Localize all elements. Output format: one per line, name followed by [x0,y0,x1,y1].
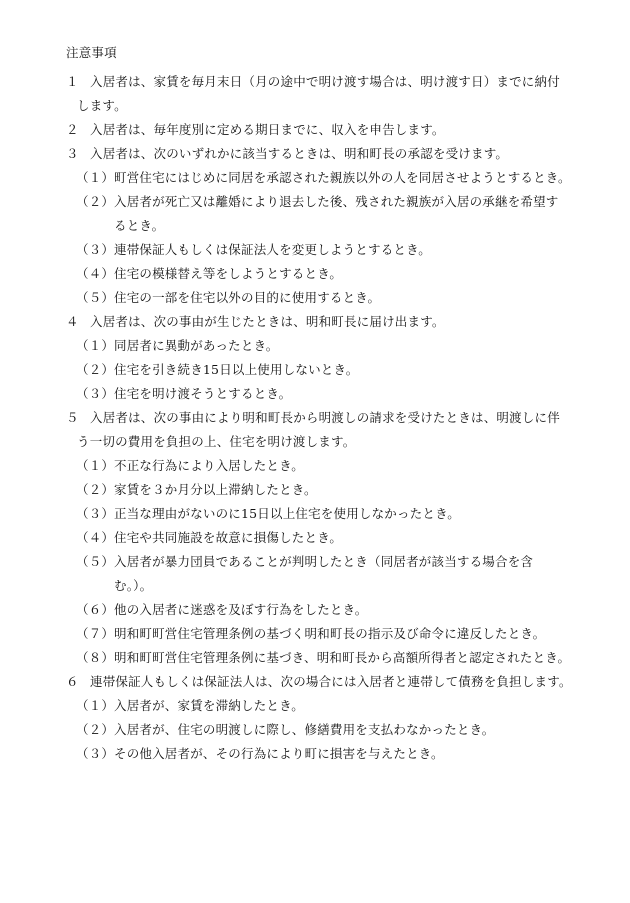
notice-item [66,310,566,334]
notice-item-text: 入居者は、次の事由により明和町長から明渡しの請求を受けたときは、明渡しに伴 [90,410,560,425]
notice-subitem [66,550,566,598]
notice-list [66,70,572,766]
notice-subitem-number: （３） [76,386,115,401]
notice-item [66,670,572,694]
notice-subitem-number: （５） [76,554,115,569]
notice-subitem-number: （２） [76,482,115,497]
notice-subitem-text: 入居者が、家賃を滞納したとき。 [114,698,305,713]
notice-item-text: 入居者は、次の事由が生じたときは、明和町長に届け出ます。 [90,314,445,329]
notice-item-text: 入居者は、次のいずれかに該当するときは、明和町長の承認を受けます。 [90,146,509,161]
notice-subitem-number: （６） [76,602,115,617]
notice-item-text-continued: します。 [77,98,127,113]
notice-subitem [66,478,566,502]
notice-item-text: 連帯保証人もしくは保証法人は、次の場合には入居者と連帯して債務を負担します。 [90,674,572,689]
notice-item [66,70,566,118]
notice-subitem-number: （１） [76,458,115,473]
notice-subitem-text: 住宅を明け渡そうとするとき。 [114,386,292,401]
notice-subitem [66,166,571,190]
notice-subitem-number: （２） [76,194,115,209]
notice-subitem-text: 町営住宅にはじめに同居を承認された親族以外の人を同居させようとするとき。 [114,170,571,185]
notice-subitem [66,262,566,286]
notice-subitem [66,190,566,238]
notice-subitem-number: （５） [76,290,115,305]
notice-subitem-number: （１） [76,338,115,353]
notice-subitem-number: （２） [76,362,115,377]
notice-subitem-number: （３） [76,506,115,521]
notice-subitem-number: （１） [76,170,115,185]
notice-subitem [66,454,566,478]
notice-subitem-text: 正当な理由がないのに15日以上住宅を使用しなかったとき。 [114,506,461,521]
notice-subitem-text: 連帯保証人もしくは保証法人を変更しようとするとき。 [114,242,432,257]
notice-subitem-text: 住宅や共同施設を故意に損傷したとき。 [114,530,343,545]
notice-subitem [66,382,566,406]
notice-subitem [66,646,571,670]
notice-subitem-number: （７） [76,626,115,641]
notice-subitem-number: （４） [76,530,115,545]
notice-subitem [66,742,566,766]
notice-subitem-text: 住宅の模様替え等をしようとするとき。 [114,266,343,281]
notice-subitem-number: （３） [76,242,115,257]
notice-subitem-number: （１） [76,698,115,713]
notice-subitem-number: （４） [76,266,115,281]
notice-subitem [66,622,566,646]
notice-subitem-number: （３） [76,746,115,761]
notice-subitem-text: 明和町町営住宅管理条例に基づき、明和町長から高額所得者と認定されたとき。 [114,650,571,665]
notice-item-number: ４ [66,314,79,329]
notice-item-text-continued: う一切の費用を負担の上、住宅を明け渡します。 [77,434,356,449]
notice-item-number: ２ [66,122,79,137]
notice-item-text: 入居者は、毎年度別に定める期日までに、収入を申告します。 [90,122,445,137]
notice-item-number: ６ [66,674,79,689]
notice-subitem-text: 同居者に異動があったとき。 [114,338,279,353]
notice-subitem [66,286,566,310]
notice-item-number: ５ [66,410,79,425]
notice-subitem [66,238,566,262]
notice-subitem-text-continued: む。）。 [114,578,153,593]
notice-subitem-text: 家賃を３か月分以上滞納したとき。 [114,482,317,497]
notice-item [66,118,566,142]
notice-subitem-text: その他入居者が、その行為により町に損害を与えたとき。 [114,746,444,761]
notice-subitem-text: 不正な行為により入居したとき。 [114,458,305,473]
notice-item-number: ３ [66,146,79,161]
notice-subitem-text-continued: るとき。 [114,218,165,233]
notice-subitem [66,334,566,358]
notice-subitem-text: 入居者が暴力団員であることが判明したとき（同居者が該当する場合を含 [114,554,534,569]
notice-subitem-text: 他の入居者に迷惑を及ぼす行為をしたとき。 [114,602,368,617]
notice-subitem [66,502,566,526]
notice-subitem [66,694,566,718]
notice-subitem [66,358,566,382]
notice-subitem [66,526,566,550]
notice-item-number: １ [66,74,79,89]
notice-item [66,142,566,166]
notice-item [66,406,566,454]
notice-subitem-number: （２） [76,722,115,737]
notice-subitem-text: 入居者が死亡又は離婚により退去した後、残された親族が入居の承継を希望す [114,194,559,209]
notice-item-text: 入居者は、家賃を毎月末日（月の途中で明け渡す場合は、明け渡す日）までに納付 [90,74,560,89]
notice-subitem [66,598,566,622]
notice-subitem-text: 明和町町営住宅管理条例の基づく明和町長の指示及び命令に違反したとき。 [114,626,546,641]
notice-subitem-text: 住宅を引き続き15日以上使用しないとき。 [114,362,359,377]
document-heading: 注意事項 [66,45,117,60]
notice-subitem [66,718,566,742]
notice-subitem-number: （８） [76,650,115,665]
notice-subitem-text: 住宅の一部を住宅以外の目的に使用するとき。 [114,290,381,305]
notice-subitem-text: 入居者が、住宅の明渡しに際し、修繕費用を支払わなかったとき。 [114,722,495,737]
